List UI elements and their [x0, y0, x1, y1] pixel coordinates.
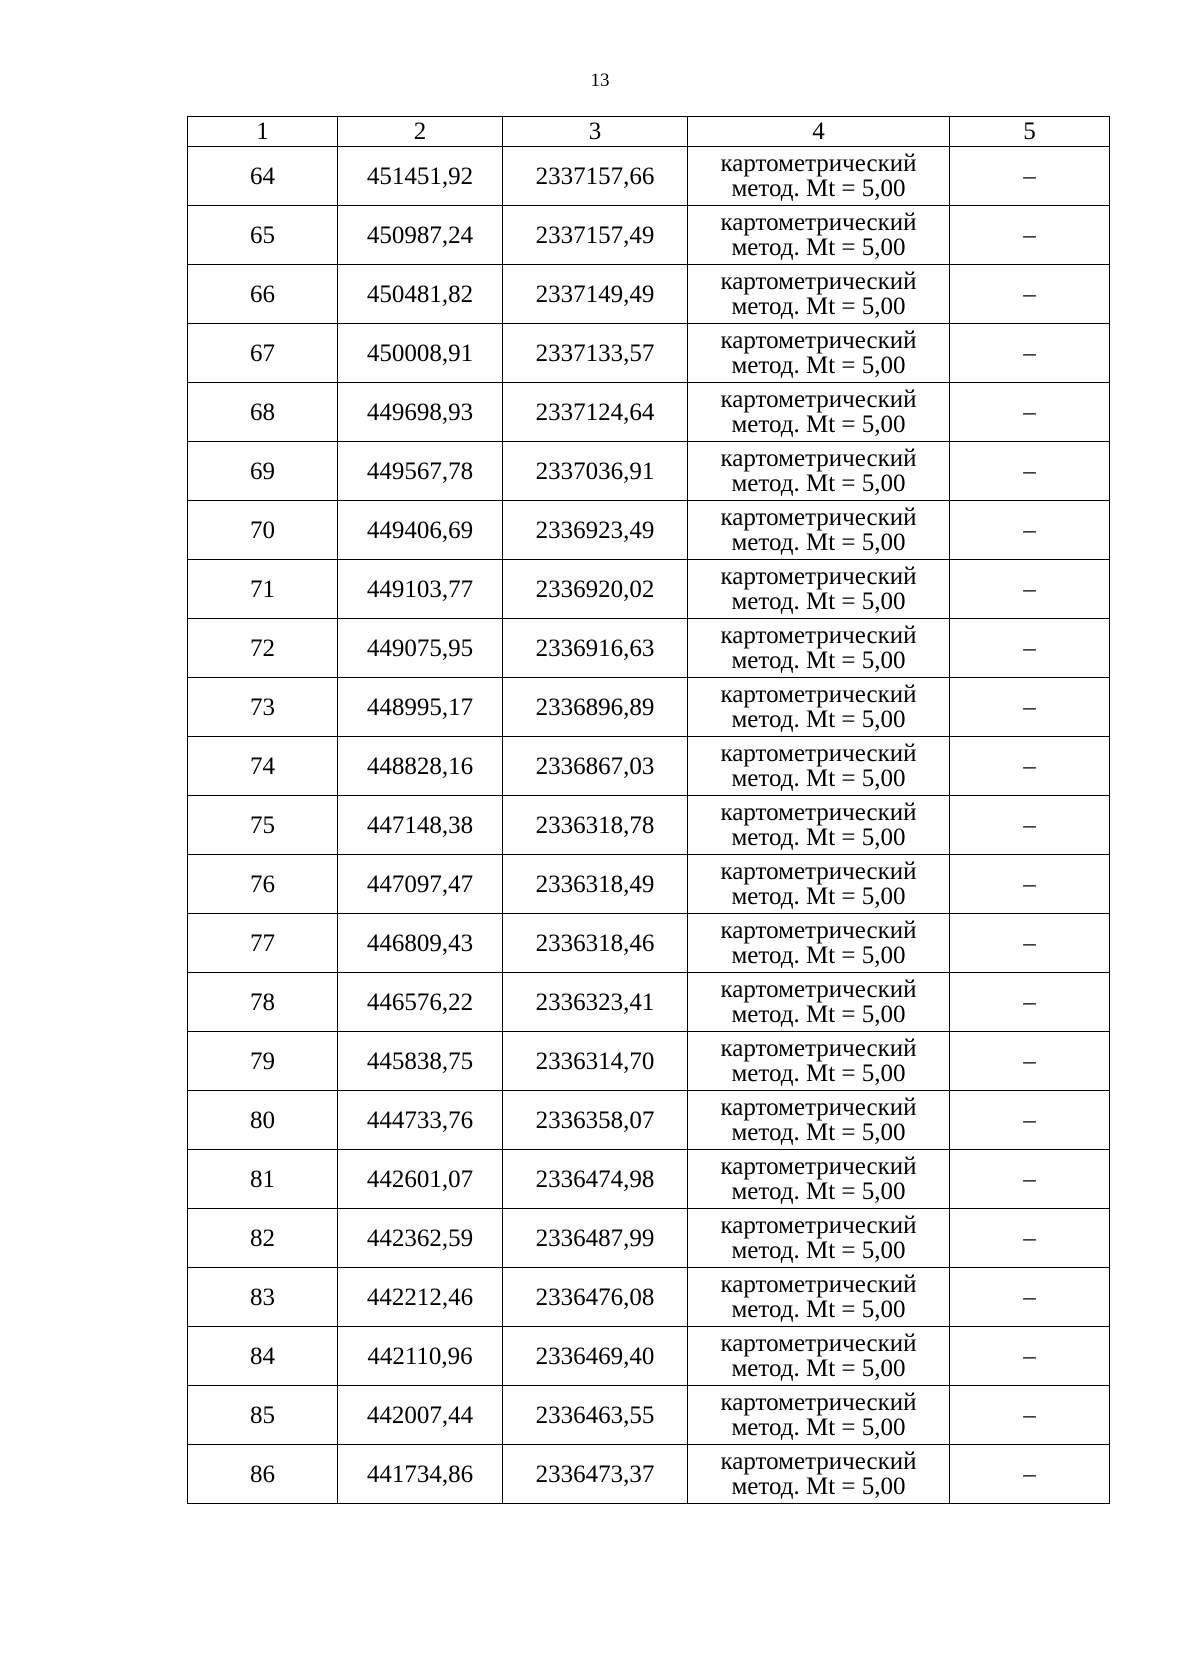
- table-row: [188, 796, 1110, 855]
- point-number: 85: [188, 1386, 338, 1445]
- method-line2: метод. Mt = 5,00: [731, 411, 906, 438]
- method-cell: [688, 973, 950, 1032]
- method-line2: метод. Mt = 5,00: [731, 175, 906, 202]
- method-line1: картометрический: [720, 858, 917, 885]
- point-number: 77: [188, 914, 338, 973]
- point-number: 74: [188, 737, 338, 796]
- header-col-5: 5: [950, 117, 1110, 147]
- description-cell: –: [950, 560, 1110, 619]
- point-number: 83: [188, 1268, 338, 1327]
- method-line2: метод. Mt = 5,00: [731, 1060, 906, 1087]
- coord-x: 448995,17: [338, 678, 503, 737]
- description-cell: –: [950, 914, 1110, 973]
- method-cell: [688, 1091, 950, 1150]
- method-line2: метод. Mt = 5,00: [731, 293, 906, 320]
- method-line1: картометрический: [720, 799, 917, 826]
- method-line1: картометрический: [720, 917, 917, 944]
- method-line1: картометрический: [720, 1389, 917, 1416]
- method-cell: [688, 324, 950, 383]
- method-line1: картометрический: [720, 386, 917, 413]
- point-number: 84: [188, 1327, 338, 1386]
- coord-y: 2337133,57: [503, 324, 688, 383]
- method-line1: картометрический: [720, 504, 917, 531]
- coord-x: 449406,69: [338, 501, 503, 560]
- method-line2: метод. Mt = 5,00: [731, 588, 906, 615]
- method-line2: метод. Mt = 5,00: [731, 765, 906, 792]
- method-line2: метод. Mt = 5,00: [731, 1473, 906, 1500]
- table-row: [188, 914, 1110, 973]
- coord-x: 449075,95: [338, 619, 503, 678]
- coord-y: 2336318,78: [503, 796, 688, 855]
- method-line2: метод. Mt = 5,00: [731, 1414, 906, 1441]
- table-row: [188, 1268, 1110, 1327]
- table-row: [188, 619, 1110, 678]
- description-cell: –: [950, 1091, 1110, 1150]
- method-line2: метод. Mt = 5,00: [731, 942, 906, 969]
- method-cell: [688, 206, 950, 265]
- description-cell: –: [950, 1150, 1110, 1209]
- coord-x: 442212,46: [338, 1268, 503, 1327]
- coord-x: 450481,82: [338, 265, 503, 324]
- coord-y: 2336323,41: [503, 973, 688, 1032]
- coord-y: 2337036,91: [503, 442, 688, 501]
- point-number: 75: [188, 796, 338, 855]
- point-number: 82: [188, 1209, 338, 1268]
- description-cell: –: [950, 1209, 1110, 1268]
- table-row: [188, 206, 1110, 265]
- point-number: 71: [188, 560, 338, 619]
- method-line1: картометрический: [720, 1271, 917, 1298]
- method-line2: метод. Mt = 5,00: [731, 1296, 906, 1323]
- header-col-1: 1: [188, 117, 338, 147]
- table-row: [188, 1445, 1110, 1504]
- method-line1: картометрический: [720, 563, 917, 590]
- description-cell: –: [950, 501, 1110, 560]
- description-cell: –: [950, 737, 1110, 796]
- header-row: [188, 117, 1110, 147]
- coord-x: 450987,24: [338, 206, 503, 265]
- point-number: 66: [188, 265, 338, 324]
- coord-x: 442110,96: [338, 1327, 503, 1386]
- method-line2: метод. Mt = 5,00: [731, 824, 906, 851]
- table-row: [188, 737, 1110, 796]
- point-number: 73: [188, 678, 338, 737]
- point-number: 64: [188, 147, 338, 206]
- method-line1: картометрический: [720, 976, 917, 1003]
- description-cell: –: [950, 1386, 1110, 1445]
- method-line2: метод. Mt = 5,00: [731, 706, 906, 733]
- table-row: [188, 1327, 1110, 1386]
- method-cell: [688, 1327, 950, 1386]
- coord-x: 442362,59: [338, 1209, 503, 1268]
- method-line1: картометрический: [720, 681, 917, 708]
- method-cell: [688, 796, 950, 855]
- point-number: 67: [188, 324, 338, 383]
- method-line1: картометрический: [720, 445, 917, 472]
- method-cell: [688, 737, 950, 796]
- description-cell: –: [950, 855, 1110, 914]
- method-line1: картометрический: [720, 1330, 917, 1357]
- coord-y: 2336867,03: [503, 737, 688, 796]
- method-line1: картометрический: [720, 150, 917, 177]
- coord-x: 447097,47: [338, 855, 503, 914]
- header-col-4: 4: [688, 117, 950, 147]
- method-cell: [688, 1032, 950, 1091]
- point-number: 86: [188, 1445, 338, 1504]
- description-cell: –: [950, 1268, 1110, 1327]
- description-cell: –: [950, 324, 1110, 383]
- coord-x: 441734,86: [338, 1445, 503, 1504]
- coord-x: 446576,22: [338, 973, 503, 1032]
- method-line1: картометрический: [720, 327, 917, 354]
- coord-y: 2336920,02: [503, 560, 688, 619]
- method-cell: [688, 265, 950, 324]
- coord-x: 449698,93: [338, 383, 503, 442]
- table-row: [188, 678, 1110, 737]
- coord-y: 2336916,63: [503, 619, 688, 678]
- coord-x: 444733,76: [338, 1091, 503, 1150]
- description-cell: –: [950, 1327, 1110, 1386]
- table-row: [188, 1091, 1110, 1150]
- method-cell: [688, 914, 950, 973]
- coord-y: 2336896,89: [503, 678, 688, 737]
- description-cell: –: [950, 442, 1110, 501]
- coordinates-table: [187, 116, 1110, 1504]
- coord-y: 2337149,49: [503, 265, 688, 324]
- coord-y: 2336314,70: [503, 1032, 688, 1091]
- description-cell: –: [950, 1445, 1110, 1504]
- coord-y: 2336474,98: [503, 1150, 688, 1209]
- method-line1: картометрический: [720, 1153, 917, 1180]
- coord-x: 448828,16: [338, 737, 503, 796]
- method-cell: [688, 1445, 950, 1504]
- method-cell: [688, 147, 950, 206]
- method-cell: [688, 1209, 950, 1268]
- method-line2: метод. Mt = 5,00: [731, 1001, 906, 1028]
- method-cell: [688, 442, 950, 501]
- point-number: 76: [188, 855, 338, 914]
- method-line2: метод. Mt = 5,00: [731, 470, 906, 497]
- coord-y: 2336476,08: [503, 1268, 688, 1327]
- point-number: 65: [188, 206, 338, 265]
- description-cell: –: [950, 619, 1110, 678]
- method-line1: картометрический: [720, 1094, 917, 1121]
- method-line2: метод. Mt = 5,00: [731, 647, 906, 674]
- table-row: [188, 855, 1110, 914]
- description-cell: –: [950, 206, 1110, 265]
- coord-x: 442601,07: [338, 1150, 503, 1209]
- table-body: [188, 147, 1110, 1504]
- method-line2: метод. Mt = 5,00: [731, 234, 906, 261]
- coord-y: 2336469,40: [503, 1327, 688, 1386]
- point-number: 80: [188, 1091, 338, 1150]
- coord-y: 2336923,49: [503, 501, 688, 560]
- description-cell: –: [950, 1032, 1110, 1091]
- method-line2: метод. Mt = 5,00: [731, 529, 906, 556]
- method-cell: [688, 383, 950, 442]
- method-cell: [688, 855, 950, 914]
- coord-y: 2336473,37: [503, 1445, 688, 1504]
- table-row: [188, 973, 1110, 1032]
- method-line1: картометрический: [720, 268, 917, 295]
- coord-y: 2336358,07: [503, 1091, 688, 1150]
- point-number: 78: [188, 973, 338, 1032]
- coord-x: 442007,44: [338, 1386, 503, 1445]
- method-cell: [688, 560, 950, 619]
- coord-y: 2336318,46: [503, 914, 688, 973]
- method-cell: [688, 501, 950, 560]
- method-cell: [688, 1268, 950, 1327]
- table-row: [188, 560, 1110, 619]
- point-number: 72: [188, 619, 338, 678]
- description-cell: –: [950, 265, 1110, 324]
- table-row: [188, 1150, 1110, 1209]
- description-cell: –: [950, 796, 1110, 855]
- method-line1: картометрический: [720, 1212, 917, 1239]
- table-row: [188, 1032, 1110, 1091]
- coord-y: 2336487,99: [503, 1209, 688, 1268]
- method-cell: [688, 619, 950, 678]
- header-col-3: 3: [503, 117, 688, 147]
- coord-y: 2337124,64: [503, 383, 688, 442]
- coord-y: 2336463,55: [503, 1386, 688, 1445]
- method-line1: картометрический: [720, 740, 917, 767]
- table-row: [188, 147, 1110, 206]
- method-line2: метод. Mt = 5,00: [731, 1119, 906, 1146]
- method-cell: [688, 678, 950, 737]
- description-cell: –: [950, 147, 1110, 206]
- page-number: 13: [590, 70, 610, 91]
- point-number: 69: [188, 442, 338, 501]
- description-cell: –: [950, 973, 1110, 1032]
- method-line2: метод. Mt = 5,00: [731, 1355, 906, 1382]
- method-line1: картометрический: [720, 1448, 917, 1475]
- point-number: 81: [188, 1150, 338, 1209]
- coord-y: 2336318,49: [503, 855, 688, 914]
- coord-y: 2337157,66: [503, 147, 688, 206]
- method-line2: метод. Mt = 5,00: [731, 1178, 906, 1205]
- table-row: [188, 501, 1110, 560]
- method-line2: метод. Mt = 5,00: [731, 1237, 906, 1264]
- coord-x: 445838,75: [338, 1032, 503, 1091]
- table-row: [188, 442, 1110, 501]
- coord-x: 447148,38: [338, 796, 503, 855]
- point-number: 68: [188, 383, 338, 442]
- coord-x: 451451,92: [338, 147, 503, 206]
- table-row: [188, 324, 1110, 383]
- method-line2: метод. Mt = 5,00: [731, 352, 906, 379]
- method-line1: картометрический: [720, 622, 917, 649]
- description-cell: –: [950, 383, 1110, 442]
- coord-x: 446809,43: [338, 914, 503, 973]
- method-cell: [688, 1150, 950, 1209]
- coord-x: 449567,78: [338, 442, 503, 501]
- method-line1: картометрический: [720, 209, 917, 236]
- point-number: 70: [188, 501, 338, 560]
- table-row: [188, 265, 1110, 324]
- method-line2: метод. Mt = 5,00: [731, 883, 906, 910]
- description-cell: –: [950, 678, 1110, 737]
- header-col-2: 2: [338, 117, 503, 147]
- table-row: [188, 383, 1110, 442]
- coord-x: 449103,77: [338, 560, 503, 619]
- method-cell: [688, 1386, 950, 1445]
- table-row: [188, 1209, 1110, 1268]
- coord-y: 2337157,49: [503, 206, 688, 265]
- table-row: [188, 1386, 1110, 1445]
- point-number: 79: [188, 1032, 338, 1091]
- method-line1: картометрический: [720, 1035, 917, 1062]
- coord-x: 450008,91: [338, 324, 503, 383]
